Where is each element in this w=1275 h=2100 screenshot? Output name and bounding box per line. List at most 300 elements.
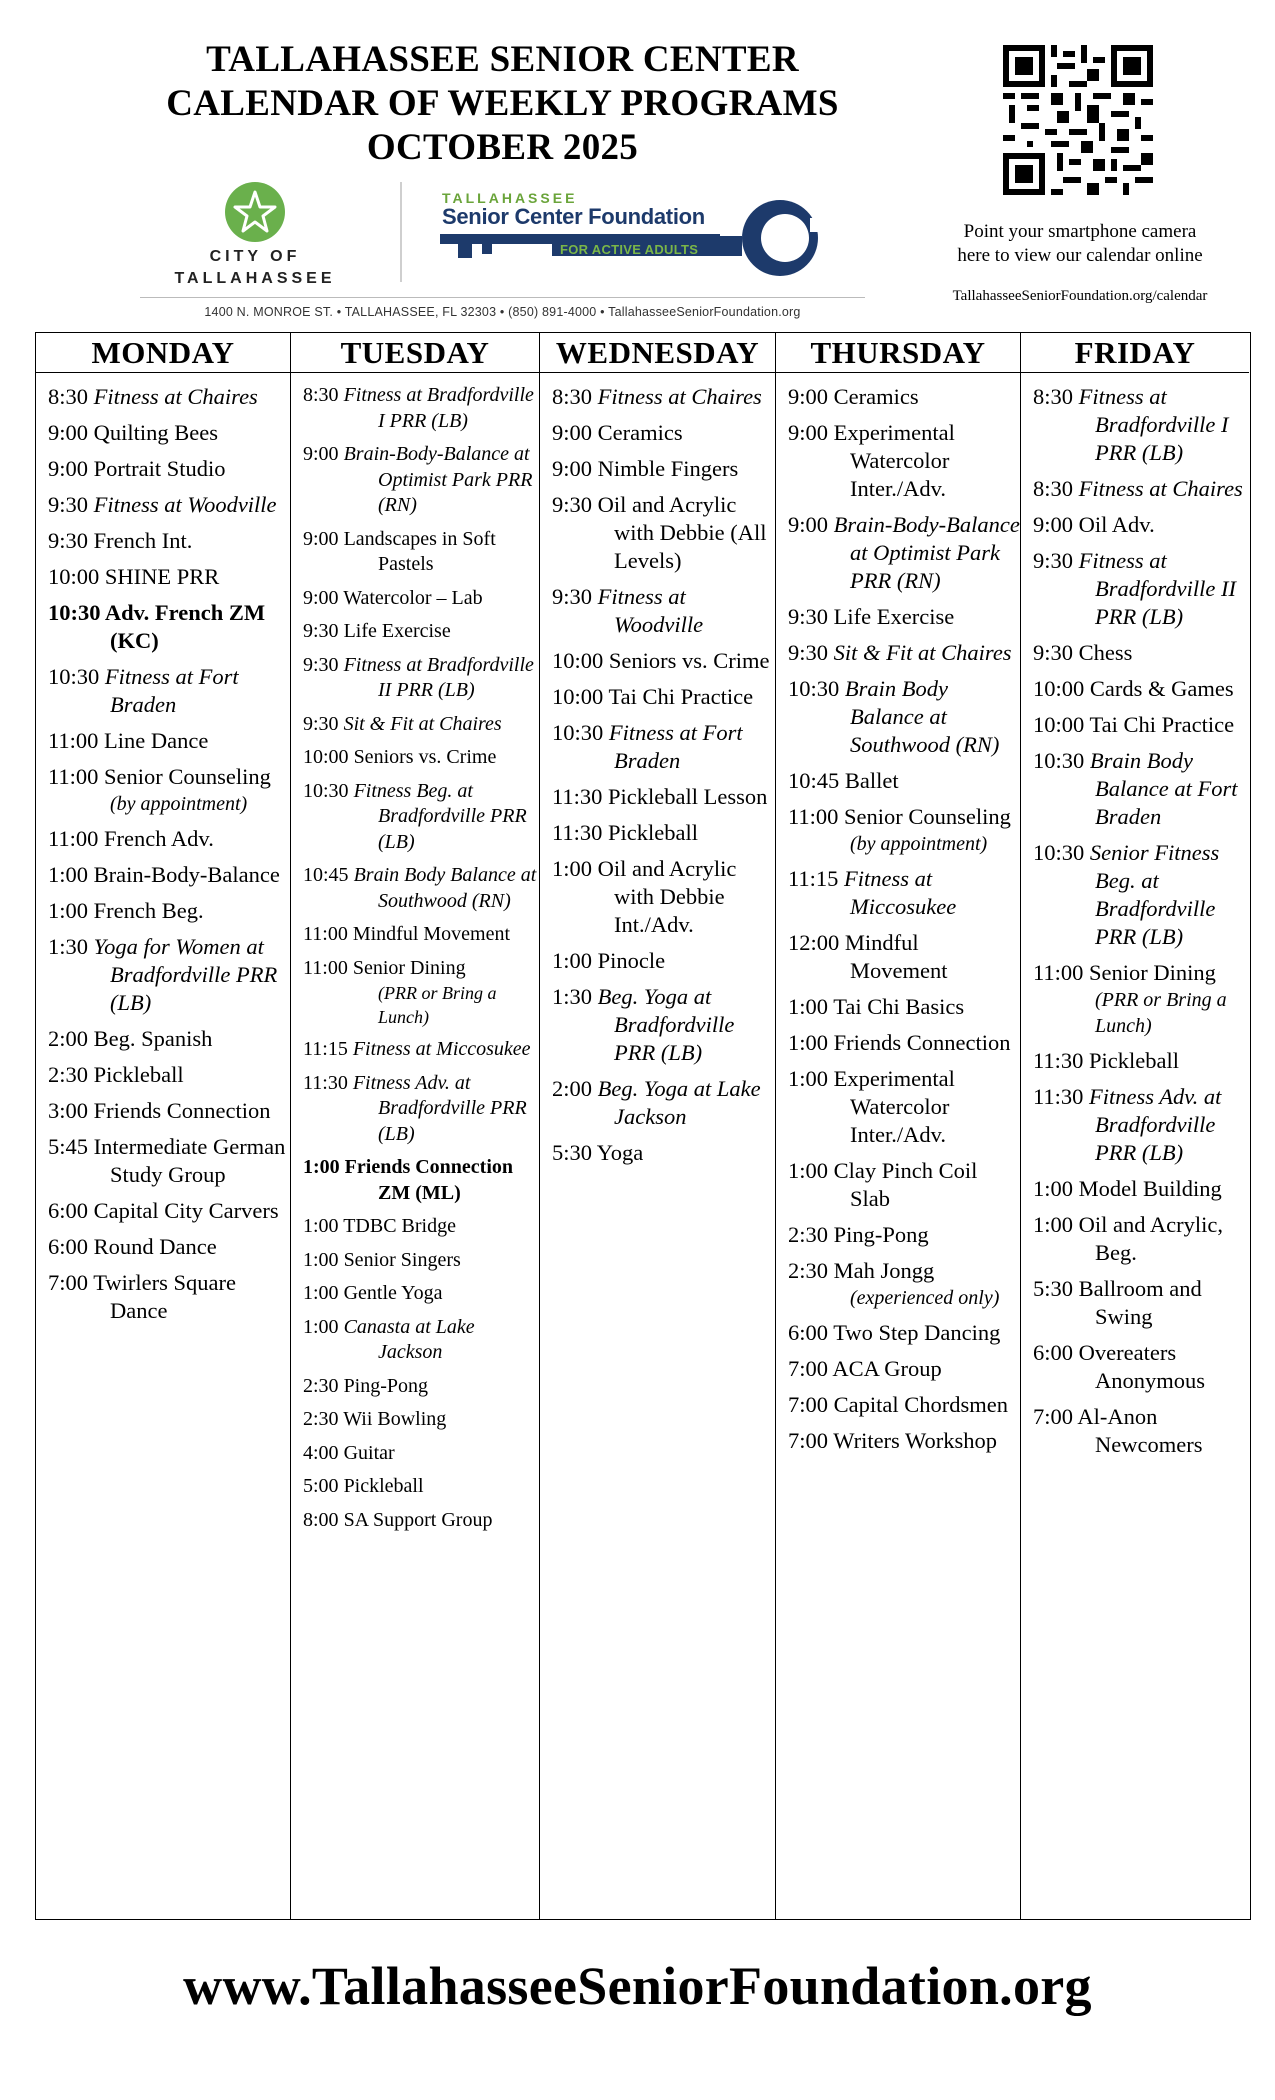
event-time: 8:30 [303,384,344,406]
day-header: MONDAY [36,333,290,373]
event-item [1033,383,1249,467]
day-header: THURSDAY [776,333,1020,373]
event-item [552,719,775,775]
event-item [303,442,539,519]
event-time: 9:30 [303,620,344,642]
event-title: Pickleball [608,820,699,845]
event-time: 10:45 [303,864,354,886]
event-time: 4:00 [303,1441,344,1464]
event-time: 5:45 [48,1134,94,1159]
event-time: 9:00 [552,456,598,481]
event-title: Friends Connection [833,1030,1011,1055]
event-item [303,1508,539,1534]
event-time: 2:00 [552,1076,598,1101]
event-item [1033,1211,1249,1267]
event-title: Brain-Body-Balance at Optimist Park PRR (RN) [343,443,533,516]
event-item [303,1374,539,1400]
event-time: 11:00 [48,728,105,753]
event-title: Seniors vs. Crime [608,648,770,673]
event-title: French Beg. [93,898,204,923]
event-title: Tai Chi Practice [608,684,754,709]
event-note: (PRR or Bring a Lunch) [1095,989,1227,1037]
event-item [788,993,1020,1021]
event-time: 6:00 [788,1320,834,1345]
event-title: Overeaters Anonymous [1078,1340,1206,1393]
event-item [788,1221,1020,1249]
event-time: 11:00 [1033,960,1090,985]
event-item [1033,1275,1249,1331]
event-title: Twirlers Square Dance [93,1270,236,1323]
event-note: (experienced only) [850,1287,1000,1309]
event-time: 9:00 [303,443,344,465]
event-title: Friends Connection [93,1098,271,1123]
event-item [303,956,539,1030]
event-title: Seniors vs. Crime [353,746,497,768]
event-item [1033,675,1249,703]
event-time: 7:00 [1033,1404,1078,1429]
event-title: Landscapes in Soft Pastels [343,527,496,575]
event-title: Ping-Pong [343,1374,429,1397]
event-time: 2:30 [303,1408,344,1430]
event-item [303,653,539,704]
event-time: 1:00 [788,994,834,1019]
event-item [303,1214,539,1240]
event-time: 11:30 [552,784,609,809]
event-title: Fitness at Chaires [93,384,258,409]
event-item [1033,1403,1249,1459]
event-time: 5:30 [1033,1276,1079,1301]
event-time: 9:30 [48,528,94,553]
event-time: 5:00 [303,1475,344,1497]
event-title: Capital City Carvers [93,1198,279,1223]
event-item [552,683,775,711]
event-title: Oil and Acrylic, Beg. [1078,1212,1223,1265]
event-time: 9:00 [1033,512,1079,537]
event-item [788,1355,1020,1383]
event-item [552,1075,775,1131]
event-note: (PRR or Bring a Lunch) [378,983,497,1027]
event-time: 11:30 [552,820,609,845]
event-item [303,779,539,856]
event-title: Senior Counseling [844,804,1011,829]
event-time: 8:30 [48,384,94,409]
event-item [48,455,290,483]
city-of-tallahassee-logo [170,180,340,290]
event-item [788,675,1020,759]
city-logo-line-1: CITY OF [209,248,301,265]
event-title: Clay Pinch Coil Slab [833,1158,978,1211]
event-item [48,763,290,817]
event-time: 9:00 [48,420,94,445]
event-item [788,511,1020,595]
event-item [48,933,290,1017]
event-title: Fitness at Chaires [597,384,762,409]
event-item [48,663,290,719]
event-item [48,825,290,853]
event-title: Ballroom and Swing [1078,1276,1202,1329]
event-title: Pickleball Lesson [608,784,768,809]
event-item [303,712,539,738]
event-time: 11:15 [303,1038,353,1060]
event-title: Capital Chordsmen [833,1392,1008,1417]
event-time: 11:30 [303,1071,353,1094]
event-item [788,639,1020,667]
event-time: 10:00 [552,648,609,673]
event-title: Senior Dining [352,956,466,979]
event-time: 6:00 [48,1234,94,1259]
event-time: 11:00 [48,826,105,851]
footer-website-link[interactable]: www.TallahasseeSeniorFoundation.org [183,1956,1092,2016]
foundation-logo-small: TALLAHASSEE [442,190,578,206]
event-item [552,783,775,811]
event-item [788,603,1020,631]
event-title: Pickleball [1089,1048,1180,1073]
event-title: Life Exercise [343,620,451,642]
event-title: Beg. Yoga at Lake Jackson [597,1076,761,1129]
city-logo-line-2: TALLAHASSEE [174,270,336,287]
senior-center-foundation-logo [440,180,860,290]
event-item [303,527,539,578]
event-title: Fitness at Bradfordville I PRR (LB) [343,384,534,432]
event-time: 5:30 [552,1140,597,1165]
event-time: 1:00 [303,1156,345,1178]
event-time: 1:00 [303,1248,344,1271]
event-item [1033,711,1249,739]
event-time: 11:00 [303,956,353,979]
qr-caption [930,220,1230,268]
event-title: Brain Body Balance at Fort Braden [1089,748,1238,829]
event-item [1033,475,1249,503]
event-item [303,383,539,434]
event-time: 9:30 [303,712,344,735]
event-item [48,491,290,519]
day-events [1021,373,1249,1459]
event-title: SA Support Group [343,1508,493,1531]
event-title: Nimble Fingers [597,456,739,481]
event-time: 9:00 [303,527,344,550]
event-title: Mindful Movement [844,930,948,983]
event-item [552,583,775,639]
event-title: Beg. Spanish [93,1026,213,1051]
event-time: 12:00 [788,930,845,955]
event-item [788,383,1020,411]
event-note: (by appointment) [850,833,988,855]
event-title: Fitness at Bradfordville II PRR (LB) [343,653,534,701]
event-time: 10:00 [303,746,354,768]
event-item [48,1025,290,1053]
event-title: Fitness at Miccosukee [844,866,957,919]
event-title: Friends Connection ZM (ML) [344,1156,514,1204]
event-title: TDBC Bridge [343,1215,456,1237]
event-title: Brain-Body-Balance at Optimist Park PRR (RN) [833,512,1020,593]
event-item [48,1097,290,1125]
event-time: 1:00 [303,1315,344,1338]
logo-row [140,180,860,290]
logo-divider [400,182,402,282]
event-time: 1:30 [48,934,94,959]
event-item [788,1257,1020,1311]
event-time: 2:30 [788,1258,834,1283]
event-title: Al-Anon Newcomers [1077,1404,1203,1457]
event-title: Yoga for Women at Bradfordville PRR (LB) [93,934,278,1015]
event-title: ACA Group [832,1356,942,1381]
event-time: 10:30 [303,779,354,802]
event-time: 6:00 [48,1198,94,1223]
event-title: Fitness Beg. at Bradfordville PRR (LB) [353,779,527,853]
event-item [552,419,775,447]
event-item [788,1319,1020,1347]
address: 1400 N. MONROE ST. • TALLAHASSEE, FL 32303 • (850) 891-4000 • TallahasseeSeniorFoundation.org [204,305,801,319]
event-time: 6:00 [1033,1340,1079,1365]
event-time: 1:00 [552,856,598,881]
day-events [776,373,1020,1455]
event-item [1033,547,1249,631]
event-item [788,1391,1020,1419]
event-title: Round Dance [93,1234,217,1259]
event-time: 1:00 [1033,1212,1079,1237]
event-item [48,563,290,591]
event-time: 8:30 [1033,384,1079,409]
event-time: 2:30 [788,1222,834,1247]
event-time: 1:30 [552,984,598,1009]
event-time: 10:30 [1033,840,1090,865]
event-title: Oil Adv. [1078,512,1155,537]
event-time: 10:00 [1033,676,1090,701]
event-item [303,1037,539,1063]
event-title: Ballet [844,768,899,793]
event-title: Fitness at Woodville [93,492,277,517]
day-column-monday [36,333,290,1919]
event-time: 9:30 [552,492,598,517]
event-title: Canasta at Lake Jackson [343,1315,475,1363]
event-time: 10:30 [788,676,845,701]
event-item [303,1315,539,1366]
event-item [303,1155,539,1206]
event-title: Chess [1078,640,1133,665]
event-title: SHINE PRR [104,564,220,589]
event-item [48,897,290,925]
title-line-3: OCTOBER 2025 [366,127,639,168]
event-title: Senior Singers [343,1248,461,1271]
event-title: Ping-Pong [833,1222,929,1247]
event-time: 9:00 [48,456,94,481]
event-title: French Adv. [104,826,214,851]
event-title: Line Dance [104,728,209,753]
event-title: Watercolor – Lab [343,586,483,609]
event-item [303,1474,539,1500]
event-time: 9:30 [48,492,94,517]
qr-calendar-link[interactable]: TallahasseeSeniorFoundation.org/calendar [952,288,1208,304]
event-item [48,1133,290,1189]
event-time: 2:30 [303,1374,344,1397]
event-time: 9:30 [303,653,344,676]
event-item [552,491,775,575]
event-time: 11:00 [48,764,105,789]
event-time: 7:00 [788,1428,834,1453]
event-item [48,527,290,555]
event-title: Tai Chi Practice [1089,712,1235,737]
event-title: Senior Dining [1089,960,1216,985]
event-title: Oil and Acrylic with Debbie Int./Adv. [597,856,737,937]
event-time: 9:00 [788,512,834,537]
event-time: 1:00 [48,898,94,923]
event-item [303,586,539,612]
event-time: 9:00 [788,384,834,409]
event-title: Pickleball [343,1475,424,1497]
event-title: Fitness at Chaires [1078,476,1243,501]
event-item [552,455,775,483]
event-title: Brain Body Balance at Southwood (RN) [353,864,537,912]
event-title: Pinocle [597,948,666,973]
event-title: Senior Fitness Beg. at Bradfordville PRR (LB) [1089,840,1220,949]
event-item [788,1157,1020,1213]
event-time: 9:30 [1033,640,1079,665]
city-star-icon [223,180,287,244]
event-time: 10:00 [48,564,105,589]
weekly-calendar [35,332,1251,1920]
event-time: 10:30 [552,720,609,745]
qr-code-icon[interactable] [1003,45,1153,195]
event-time: 9:00 [552,420,598,445]
event-time: 8:30 [1033,476,1079,501]
event-item [788,1065,1020,1149]
event-item [788,1029,1020,1057]
day-header: TUESDAY [291,333,539,373]
page-title [100,38,905,170]
event-time: 1:00 [788,1158,834,1183]
event-time: 10:30 [1033,748,1090,773]
event-title: Experimental Watercolor Inter./Adv. [833,1066,955,1147]
day-column-tuesday [290,333,539,1919]
event-item [552,383,775,411]
day-column-wednesday [539,333,775,1919]
event-item [48,861,290,889]
event-title: Intermediate German Study Group [93,1134,286,1187]
day-column-friday [1020,333,1249,1919]
event-item [1033,511,1249,539]
event-item [788,419,1020,503]
event-title: Quilting Bees [93,420,219,445]
event-time: 1:00 [303,1215,344,1237]
event-item [788,767,1020,795]
event-item [48,1197,290,1225]
event-time: 8:00 [303,1508,344,1531]
event-item [552,1139,775,1167]
event-item [303,1248,539,1274]
event-title: Two Step Dancing [833,1320,1001,1345]
event-title: Ceramics [833,384,919,409]
event-item [303,863,539,914]
event-title: Life Exercise [833,604,955,629]
event-time: 1:00 [788,1066,834,1091]
event-title: Fitness Adv. at Bradfordville PRR (LB) [352,1071,527,1145]
event-time: 7:00 [788,1392,834,1417]
event-item [552,855,775,939]
day-events [540,373,775,1167]
event-title: Fitness at Bradfordville I PRR (LB) [1078,384,1229,465]
event-item [1033,959,1249,1039]
event-time: 3:00 [48,1098,94,1123]
event-time: 1:00 [303,1282,344,1304]
event-time: 11:00 [303,923,353,945]
event-item [552,819,775,847]
event-title: Oil and Acrylic with Debbie (All Levels) [597,492,767,573]
event-item [552,983,775,1067]
event-item [788,1427,1020,1455]
event-item [1033,639,1249,667]
event-title: Fitness at Fort Braden [608,720,743,773]
event-title: Senior Counseling [104,764,271,789]
foundation-logo-main: Senior Center Foundation [442,204,705,229]
day-column-thursday [775,333,1020,1919]
event-title: Brain-Body-Balance [93,862,280,887]
event-title: Fitness at Fort Braden [104,664,239,717]
event-time: 2:30 [48,1062,94,1087]
event-title: Gentle Yoga [343,1282,443,1304]
day-events [36,373,290,1325]
event-item [303,1407,539,1433]
event-time: 9:30 [788,604,834,629]
event-item [788,865,1020,921]
event-title: Sit & Fit at Chaires [833,640,1012,665]
event-title: Sit & Fit at Chaires [343,712,502,735]
event-time: 1:00 [48,862,94,887]
event-title: Writers Workshop [833,1428,997,1453]
event-time: 7:00 [48,1270,94,1295]
day-header: WEDNESDAY [540,333,775,373]
event-title: Portrait Studio [93,456,226,481]
event-item [1033,1175,1249,1203]
event-title: Fitness at Miccosukee [352,1038,531,1060]
event-title: Cards & Games [1089,676,1234,701]
event-time: 1:00 [1033,1176,1079,1201]
event-time: 10:00 [1033,712,1090,737]
title-line-2: CALENDAR OF WEEKLY PROGRAMS [166,83,839,124]
event-title: Experimental Watercolor Inter./Adv. [833,420,955,501]
event-title: Brain Body Balance at Southwood (RN) [844,676,1000,757]
qr-caption-line-2: here to view our calendar online [957,245,1203,266]
event-item [788,929,1020,985]
event-item [48,1269,290,1325]
event-item [303,922,539,948]
event-item [48,383,290,411]
event-title: Adv. French ZM (KC) [104,600,266,653]
event-title: Tai Chi Basics [833,994,965,1019]
event-item [303,745,539,771]
event-item [1033,1047,1249,1075]
event-item [303,1071,539,1148]
event-time: 1:00 [788,1030,834,1055]
event-title: Beg. Yoga at Bradfordville PRR (LB) [597,984,735,1065]
event-title: Mah Jongg [833,1258,935,1283]
event-item [1033,747,1249,831]
event-title: French Int. [93,528,193,553]
title-line-1: TALLAHASSEE SENIOR CENTER [206,39,799,80]
day-header: FRIDAY [1021,333,1249,373]
event-time: 9:30 [1033,548,1079,573]
event-item [48,727,290,755]
event-time: 9:30 [788,640,834,665]
event-item [303,1281,539,1307]
day-events [291,373,539,1533]
event-item [552,647,775,675]
event-item [48,599,290,655]
event-time: 10:00 [552,684,609,709]
event-item [48,1061,290,1089]
event-title: Wii Bowling [343,1408,447,1430]
foundation-logo-tagline: FOR ACTIVE ADULTS [560,242,699,257]
event-title: Pickleball [93,1062,184,1087]
